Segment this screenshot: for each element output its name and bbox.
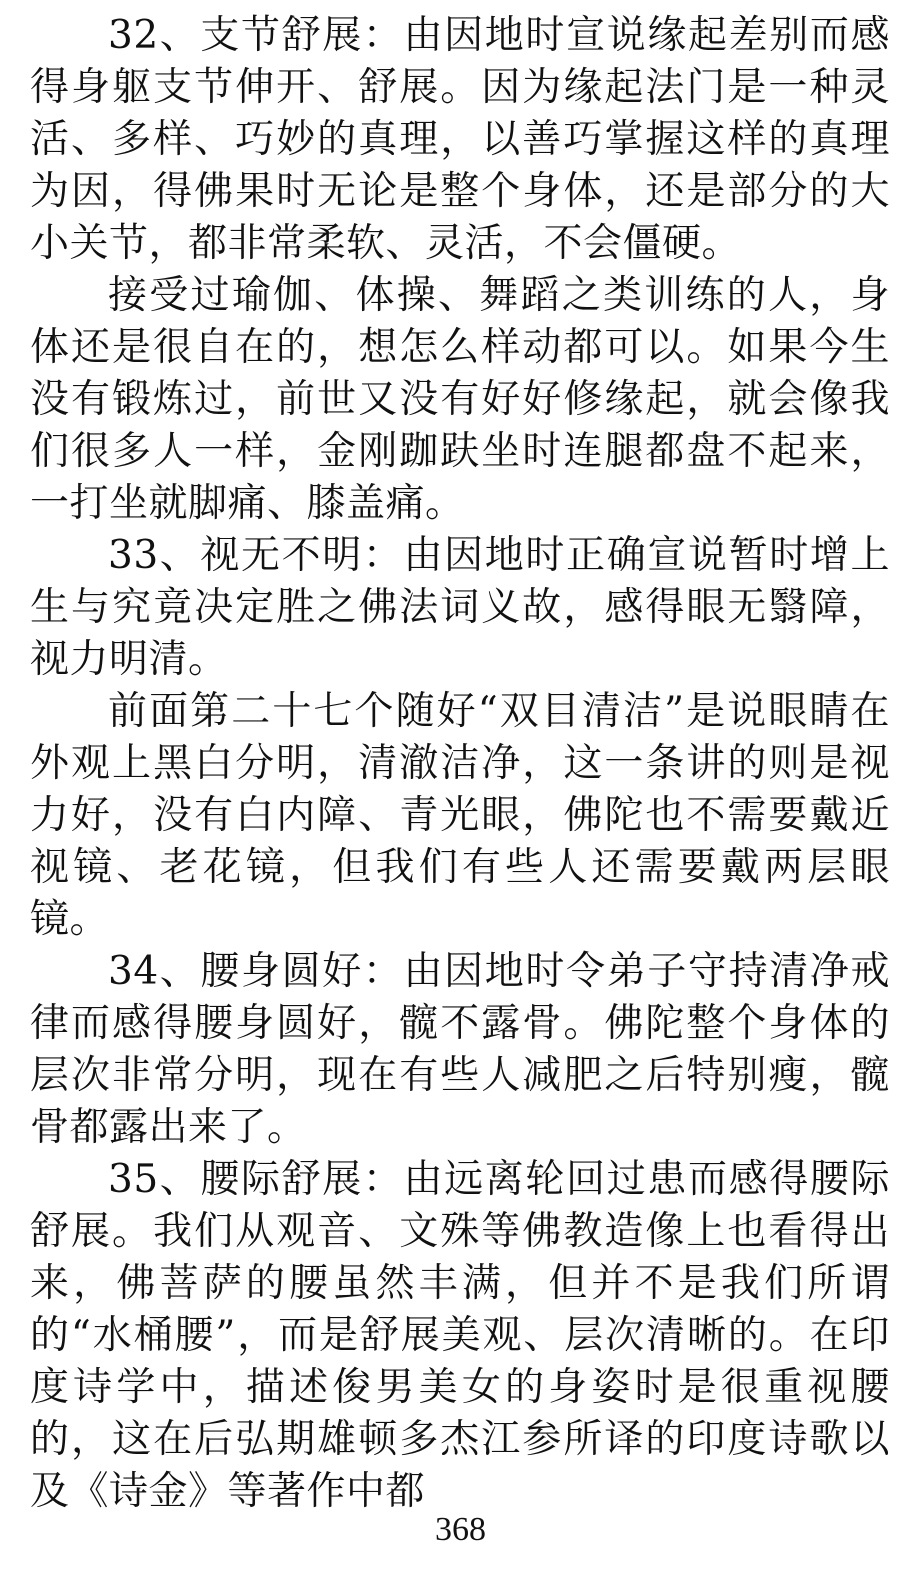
paragraph-32-joints: 32、支节舒展：由因地时宣说缘起差别而感得身躯支节伸开、舒展。因为缘起法门是一种灵活、多样、巧妙的真理，以善巧掌握这样的真理为因，得佛果时无论是整个身体，还是部分的大小关节，都非常柔软、灵活，不会僵硬。 xyxy=(30,13,890,266)
paragraph-34-waist-body: 34、腰身圆好：由因地时令弟子守持清净戒律而感得腰身圆好，髋不露骨。佛陀整个身体的层次非常分明，现在有些人减肥之后特别瘦，髋骨都露出来了。 xyxy=(30,949,890,1150)
page-body xyxy=(30,10,890,1518)
page-number: 368 xyxy=(435,1511,486,1548)
paragraph-yoga-commentary: 接受过瑜伽、体操、舞蹈之类训练的人，身体还是很自在的，想怎么样动都可以。如果今生没有锻炼过，前世又没有好好修缘起，就会像我们很多人一样，金刚跏趺坐时连腿都盘不起来，一打坐就脚痛、膝盖痛。 xyxy=(30,273,890,526)
paragraph-33-vision: 33、视无不明：由因地时正确宣说暂时增上生与究竟决定胜之佛法词义故，感得眼无翳障，视力明清。 xyxy=(30,533,890,682)
paragraph-35-waist: 35、腰际舒展：由远离轮回过患而感得腰际舒展。我们从观音、文殊等佛教造像上也看得出来，佛菩萨的腰虽然丰满，但并不是我们所谓的“水桶腰”，而是舒展美观、层次清晰的。在印度诗学中，描述俊男美女的身姿时是很重视腰的，这在后弘期雄顿多杰江参所译的印度诗歌以及《诗金》等著作中都 xyxy=(30,1157,890,1514)
paragraph-eyes-commentary: 前面第二十七个随好“双目清洁”是说眼睛在外观上黑白分明，清澈洁净，这一条讲的则是视力好，没有白内障、青光眼，佛陀也不需要戴近视镜、老花镜，但我们有些人还需要戴两层眼镜。 xyxy=(30,689,890,942)
